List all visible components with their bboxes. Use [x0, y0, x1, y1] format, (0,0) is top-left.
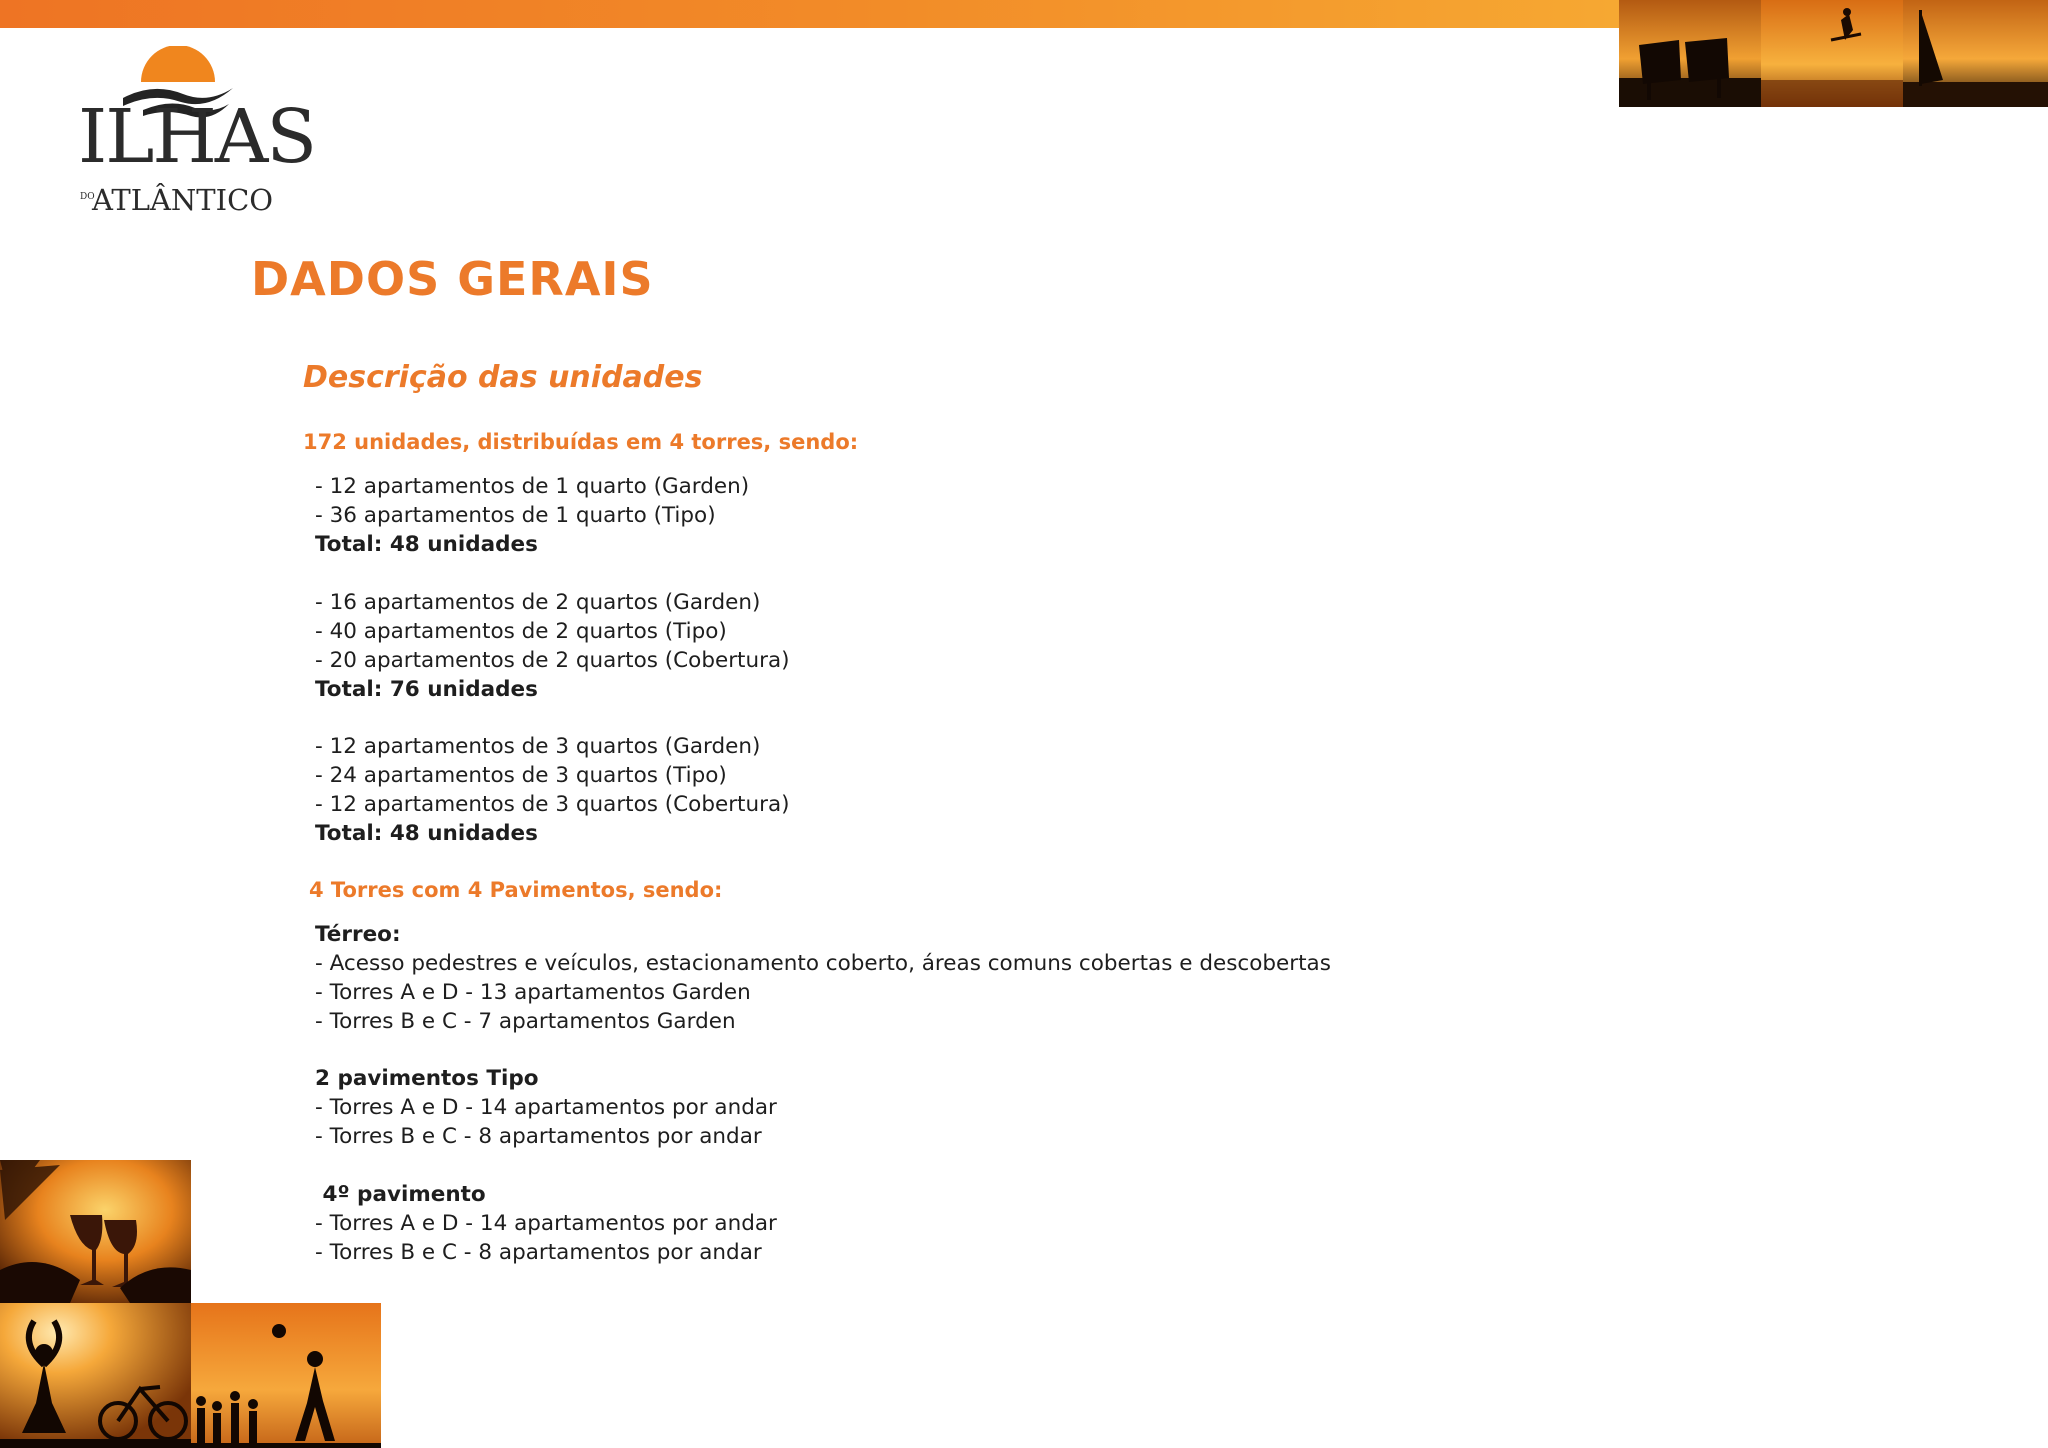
brand-name-line1: ILHAS	[78, 94, 316, 180]
photo-yoga-bike	[0, 1303, 191, 1448]
page-subtitle: Descrição das unidades	[303, 360, 703, 395]
units-group-3-quartos	[315, 732, 790, 848]
list-item: - 40 apartamentos de 2 quartos (Tipo)	[315, 619, 727, 644]
list-item: - Torres B e C - 8 apartamentos por andar	[315, 1124, 762, 1149]
list-item: - 36 apartamentos de 1 quarto (Tipo)	[315, 503, 716, 528]
list-item: - Torres A e D - 13 apartamentos Garden	[315, 980, 751, 1005]
photo-beach-chairs	[1619, 0, 1761, 107]
brand-name-line2: ATLÂNTICO	[92, 183, 274, 217]
floor-terreo	[315, 920, 1331, 1036]
page-title: DADOS GERAIS	[251, 252, 654, 306]
group-total: Total: 76 unidades	[315, 677, 538, 702]
list-item: - Torres A e D - 14 apartamentos por andar	[315, 1211, 777, 1236]
list-item: - 12 apartamentos de 1 quarto (Garden)	[315, 474, 750, 499]
units-group-1-quarto	[315, 472, 749, 559]
brand-name-do: DO	[80, 192, 95, 202]
group-total: Total: 48 unidades	[315, 821, 538, 846]
group-total: Total: 48 unidades	[315, 532, 538, 557]
floor-title: 2 pavimentos Tipo	[315, 1066, 539, 1091]
section-heading-towers: 4 Torres com 4 Pavimentos, sendo:	[309, 878, 723, 902]
list-item: - 12 apartamentos de 3 quartos (Garden)	[315, 734, 761, 759]
brand-logo	[78, 46, 316, 221]
list-item: - 20 apartamentos de 2 quartos (Cobertura)	[315, 648, 790, 673]
floor-title: 4º pavimento	[315, 1182, 486, 1207]
list-item: - 12 apartamentos de 3 quartos (Cobertura)	[315, 792, 790, 817]
units-group-2-quartos	[315, 588, 790, 704]
photo-kitesurf	[1761, 0, 1903, 107]
list-item: - Torres B e C - 8 apartamentos por andar	[315, 1240, 762, 1265]
list-item: - 24 apartamentos de 3 quartos (Tipo)	[315, 763, 727, 788]
section-heading-units: 172 unidades, distribuídas em 4 torres, sendo:	[303, 430, 859, 454]
photo-beach-volley	[191, 1303, 381, 1448]
list-item: - Torres B e C - 7 apartamentos Garden	[315, 1009, 736, 1034]
photo-windsurf	[1903, 0, 2048, 107]
list-item: - Torres A e D - 14 apartamentos por andar	[315, 1095, 777, 1120]
list-item: - Acesso pedestres e veículos, estacionamento coberto, áreas comuns cobertas e descobertas	[315, 951, 1331, 976]
photo-wine-toast	[0, 1160, 191, 1303]
floor-quarto-pavimento	[315, 1180, 777, 1267]
floor-tipo	[315, 1064, 777, 1151]
list-item: - 16 apartamentos de 2 quartos (Garden)	[315, 590, 761, 615]
floor-title: Térreo:	[315, 922, 401, 947]
top-orange-bar	[0, 0, 1620, 28]
